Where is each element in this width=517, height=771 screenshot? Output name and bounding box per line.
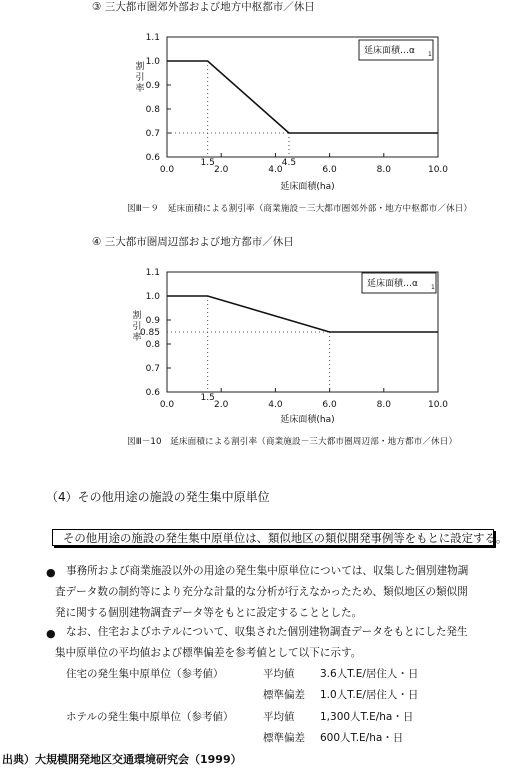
y-axis-label: 率	[132, 333, 142, 343]
y-tick-label: 0.7	[145, 364, 160, 374]
y-tick-label: 0.9	[145, 81, 160, 91]
x-tick-label: 0.0	[159, 400, 175, 410]
x-tick-label: 4.0	[268, 165, 283, 175]
y-tick-label: 0.8	[145, 105, 160, 115]
bullet-line: 事務所および商業施設以外の用途の発生集中原単位については、収集した個別建物調	[66, 565, 469, 577]
y-axis-label: 割	[135, 62, 145, 72]
x-tick-label: 6.0	[322, 400, 337, 410]
y-tick-label: 1.0	[145, 57, 160, 67]
annotation-label: 1.5	[200, 393, 215, 403]
x-axis-label: 延床面積(ha)	[280, 182, 335, 192]
y-axis-label: 割	[132, 311, 142, 321]
x-tick-label: 4.0	[268, 400, 283, 410]
x-tick-label: 2.0	[214, 165, 229, 175]
annotation-label: 4.5	[281, 158, 297, 168]
reference-stat: 平均値	[263, 711, 295, 723]
x-tick-label: 6.0	[322, 165, 337, 175]
reference-label-hotel: ホテルの発生集中原単位（参考値）	[66, 711, 234, 723]
subsection-heading: （4）その他用途の施設の発生集中原単位	[46, 490, 270, 504]
reference-stat: 標準偏差	[263, 689, 305, 701]
summary-box: その他用途の施設の発生集中原単位は、類似地区の類似開発事例等をもとに設定する。	[52, 529, 494, 546]
y-tick-label: 0.8	[145, 340, 160, 350]
bullet-line: なお、住宅およびホテルについて、収集された個別建物調査データをもとにした発生	[66, 626, 468, 638]
reference-value: 3.6人T.E/居住人・日	[320, 668, 419, 680]
legend-subscript: 1	[431, 284, 435, 291]
bullet-mark: ●	[46, 566, 56, 579]
reference-stat: 平均値	[263, 668, 295, 680]
x-tick-label: 10.0	[427, 165, 449, 175]
y-tick-label: 0.6	[145, 153, 160, 163]
reference-value: 600人T.E/ha・日	[320, 732, 404, 744]
y-tick-label: 1.1	[145, 33, 160, 43]
x-tick-label: 10.0	[427, 400, 449, 410]
reference-stat: 標準偏差	[263, 732, 305, 744]
section-3-heading: ③ 三大都市圏郊外部および地方中枢都市／休日	[92, 1, 315, 13]
source-note: 出典）大規模開発地区交通環境研究会（1999）	[2, 753, 242, 766]
y-tick-label: 0.7	[145, 129, 160, 139]
chart-2-caption: 図Ⅲ－10 延床面積による割引率（商業施設－三大都市圏周辺部・地方都市／休日）	[127, 437, 458, 447]
bullet-line: 査データ数の制約等により充分な計量的な分析が行えなかったため、類似地区の類似開	[55, 586, 468, 598]
y-tick-label: 0.6	[145, 388, 160, 398]
x-tick-label: 0.0	[159, 165, 175, 175]
bullet-line: 集中原単位の平均値および標準偏差を参考値として以下に示す。	[55, 647, 362, 659]
legend-subscript: 1	[428, 51, 432, 58]
reference-value: 1,300人T.E/ha・日	[320, 711, 414, 723]
y-axis-label: 率	[135, 84, 145, 94]
reference-label-housing: 住宅の発生集中原単位（参考値）	[66, 668, 224, 680]
bullet-line: 発に関する個別建物調査データ等をもとに設定することとした。	[55, 607, 363, 619]
x-tick-label: 8.0	[376, 165, 391, 175]
annotation-label: 1.5	[200, 158, 215, 168]
legend-label: 延床面積…α	[367, 279, 418, 289]
chart-1-caption: 図Ⅲ－９ 延床面積による割引率（商業施設－三大都市圏郊外部・地方中枢都市／休日）	[127, 204, 473, 214]
annotation-label: 0.85	[139, 328, 160, 338]
legend-label: 延床面積…α	[364, 46, 415, 56]
x-axis-label: 延床面積(ha)	[280, 415, 335, 425]
y-tick-label: 0.9	[145, 316, 160, 326]
y-tick-label: 1.1	[145, 268, 160, 278]
x-tick-label: 2.0	[214, 400, 229, 410]
y-tick-label: 1.0	[145, 292, 160, 302]
reference-value: 1.0人T.E/居住人・日	[320, 689, 419, 701]
y-axis-label: 引	[132, 322, 142, 332]
section-4-heading: ④ 三大都市圏周辺部および地方都市／休日	[92, 236, 294, 248]
bullet-mark: ●	[46, 627, 56, 640]
y-axis-label: 引	[135, 73, 145, 83]
x-tick-label: 8.0	[376, 400, 391, 410]
series-line	[167, 296, 438, 332]
